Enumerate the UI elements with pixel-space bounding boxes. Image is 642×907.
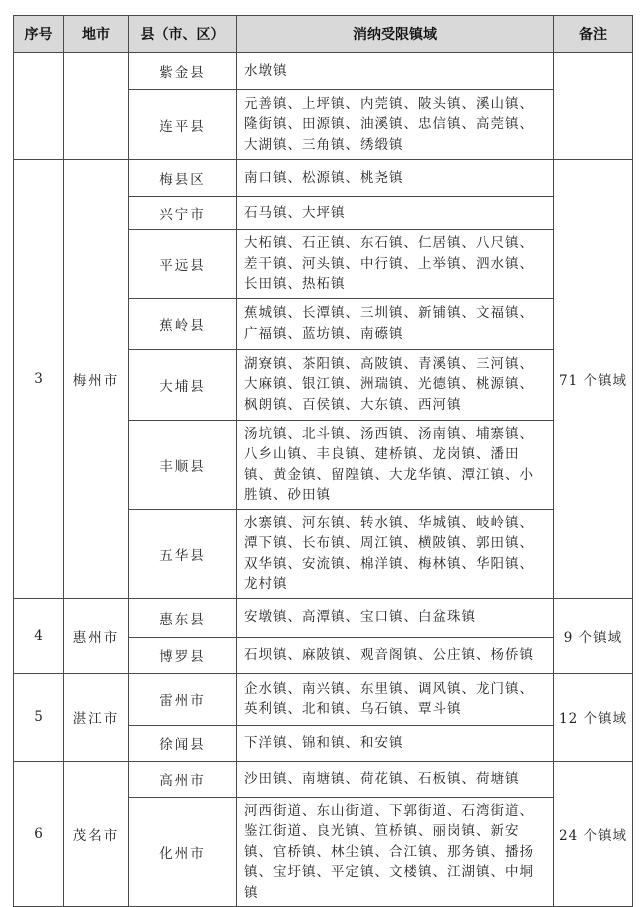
row-city: 茂名市 [64,761,129,907]
header-city: 地市 [64,16,129,53]
row-city: 湛江市 [64,673,129,761]
row-towns: 石坝镇、麻陂镇、观音阁镇、公庄镇、杨侨镇 [237,637,554,673]
row-towns: 元善镇、上坪镇、内莞镇、陂头镇、溪山镇、隆街镇、田源镇、油溪镇、忠信镇、高莞镇、大湖镇、三角镇、绣缎镇 [237,90,554,160]
header-row [14,16,633,53]
table-row [14,53,633,90]
row-index: 4 [14,598,64,673]
row-towns: 水寨镇、河东镇、转水镇、华城镇、岐岭镇、潭下镇、长布镇、周江镇、横陂镇、郭田镇、双华镇、安流镇、棉洋镇、梅林镇、华阳镇、龙村镇 [237,509,554,598]
row-county: 连平县 [129,90,237,160]
row-towns: 水墩镇 [237,53,554,90]
row-note: 12 个镇域 [554,673,633,761]
row-towns: 下洋镇、锦和镇、和安镇 [237,725,554,761]
header-county: 县（市、区） [129,16,237,53]
row-index: 5 [14,673,64,761]
table-row [14,160,633,197]
row-index [14,53,64,160]
row-note: 9 个镇域 [554,598,633,673]
row-note: 71 个镇域 [554,160,633,599]
row-county: 化州市 [129,797,237,907]
row-county: 五华县 [129,509,237,598]
row-county: 兴宁市 [129,197,237,230]
table-row [14,673,633,725]
header-note: 备注 [554,16,633,53]
row-towns: 企水镇、南兴镇、东里镇、调风镇、龙门镇、英利镇、北和镇、乌石镇、覃斗镇 [237,673,554,725]
row-city: 惠州市 [64,598,129,673]
row-note [554,53,633,160]
row-towns: 蕉城镇、长潭镇、三圳镇、新铺镇、文福镇、广福镇、蓝坊镇、南礤镇 [237,298,554,349]
row-towns: 河西街道、东山街道、下郭街道、石湾街道、鉴江街道、良光镇、笪桥镇、丽岗镇、新安镇、官桥镇、林尘镇、合江镇、那务镇、播扬镇、宝圩镇、平定镇、文楼镇、江湖镇、中垌镇 [237,797,554,907]
row-county: 高州市 [129,761,237,797]
row-county: 博罗县 [129,637,237,673]
restricted-towns-table [13,15,633,907]
row-county: 梅县区 [129,160,237,197]
row-city: 梅州市 [64,160,129,599]
row-index: 3 [14,160,64,599]
row-towns: 湖寮镇、茶阳镇、高陂镇、青溪镇、三河镇、大麻镇、银江镇、洲瑞镇、光德镇、桃源镇、枫朗镇、百侯镇、大东镇、西河镇 [237,349,554,420]
row-county: 平远县 [129,230,237,299]
row-towns: 安墩镇、高潭镇、宝口镇、白盆珠镇 [237,598,554,637]
table-row [14,761,633,797]
row-county: 大埔县 [129,349,237,420]
row-county: 徐闻县 [129,725,237,761]
row-towns: 石马镇、大坪镇 [237,197,554,230]
row-note: 24 个镇域 [554,761,633,907]
row-city [64,53,129,160]
table-row [14,598,633,637]
row-towns: 沙田镇、南塘镇、荷花镇、石板镇、荷塘镇 [237,761,554,797]
row-towns: 汤坑镇、北斗镇、汤西镇、汤南镇、埔寨镇、八乡山镇、丰良镇、建桥镇、龙岗镇、潘田镇、黄金镇、留隍镇、大龙华镇、潭江镇、小胜镇、砂田镇 [237,420,554,509]
table-body [14,53,633,907]
row-towns: 大柘镇、石正镇、东石镇、仁居镇、八尺镇、差干镇、河头镇、中行镇、上举镇、泗水镇、长田镇、热柘镇 [237,230,554,299]
row-index: 6 [14,761,64,907]
row-county: 惠东县 [129,598,237,637]
header-index: 序号 [14,16,64,53]
row-towns: 南口镇、松源镇、桃尧镇 [237,160,554,197]
row-county: 丰顺县 [129,420,237,509]
header-towns: 消纳受限镇域 [237,16,554,53]
row-county: 紫金县 [129,53,237,90]
row-county: 蕉岭县 [129,298,237,349]
row-county: 雷州市 [129,673,237,725]
